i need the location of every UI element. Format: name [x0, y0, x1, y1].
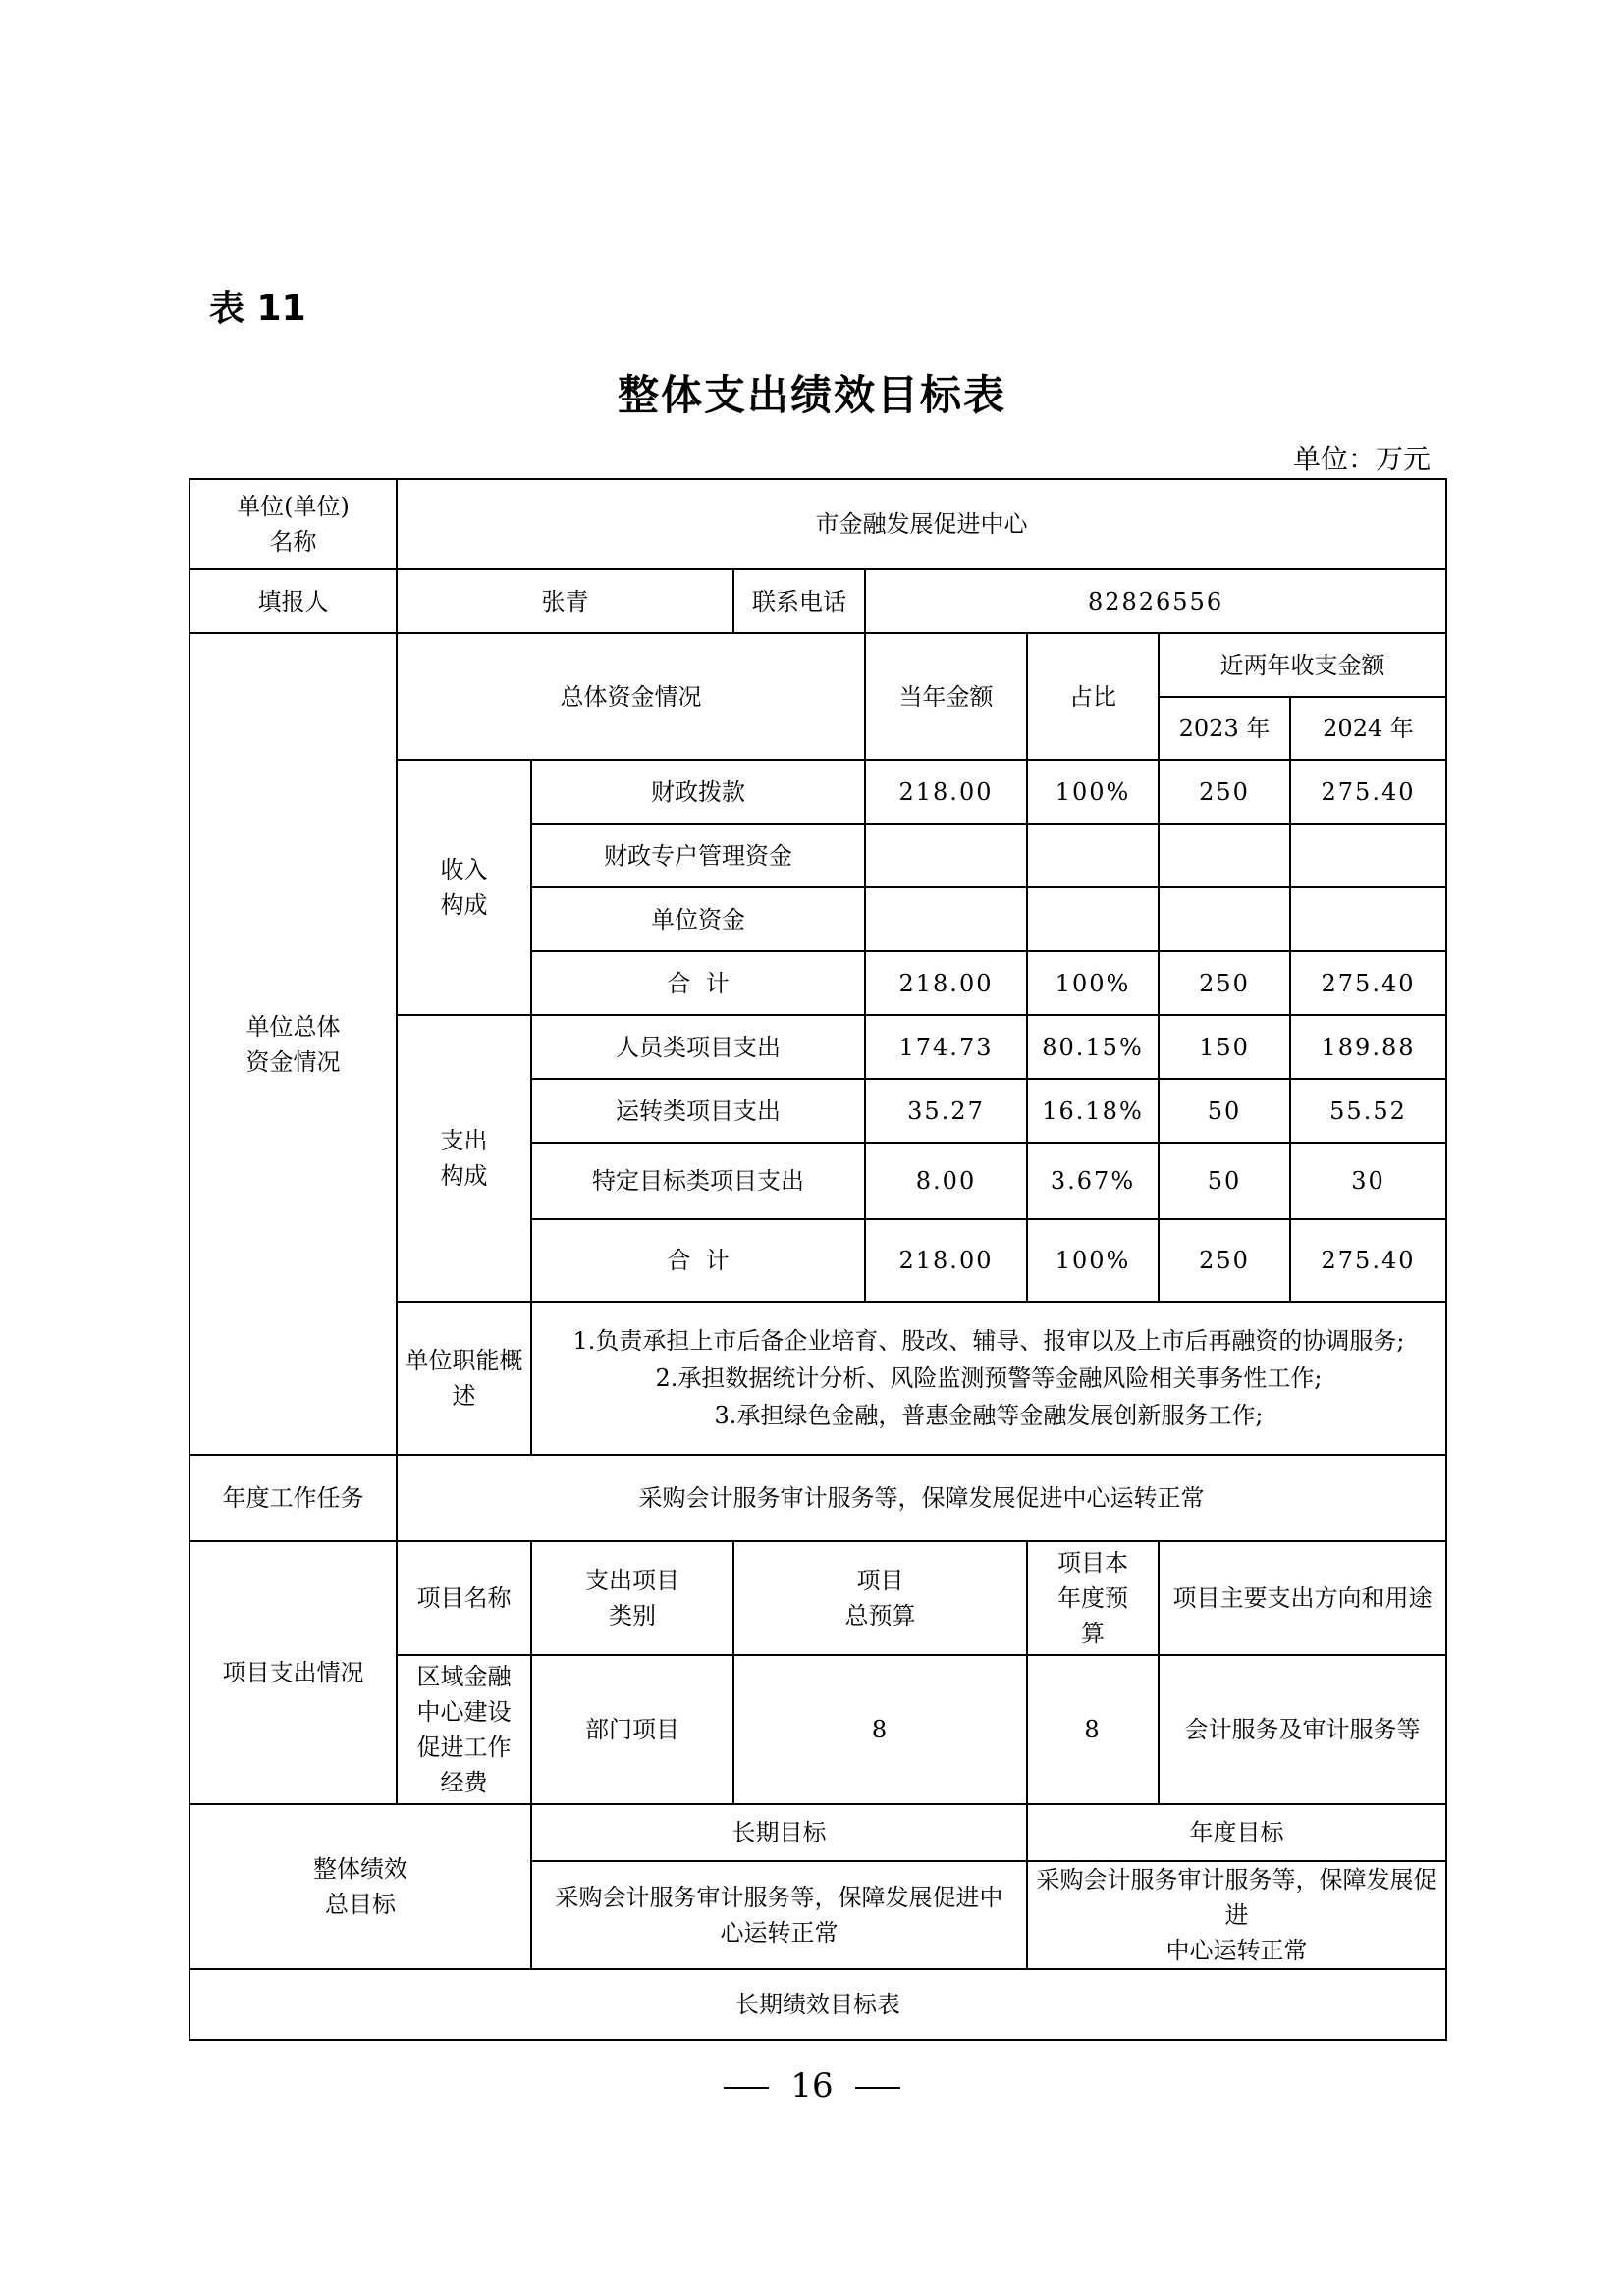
phone-value: 82826556: [865, 569, 1446, 633]
expense-2024: 30: [1290, 1143, 1446, 1219]
reporter-label: 填报人: [189, 569, 397, 633]
dash-left: [724, 2087, 769, 2089]
expense-2023: 250: [1159, 1219, 1290, 1302]
long-term-table-row: [189, 1969, 1446, 2040]
expense-ratio: 100%: [1027, 1219, 1159, 1302]
expense-item-name: 特定目标类项目支出: [531, 1143, 865, 1219]
income-item-name: 财政专户管理资金: [531, 824, 865, 887]
expense-ratio: 80.15%: [1027, 1015, 1159, 1079]
project-usage-header: 项目主要支出方向和用途: [1159, 1541, 1446, 1655]
project-category-header: 支出项目 类别: [531, 1541, 733, 1655]
reporter-value: 张青: [397, 569, 733, 633]
project-usage: 会计服务及审计服务等: [1159, 1655, 1446, 1804]
expense-2024: 55.52: [1290, 1079, 1446, 1143]
income-label: 收入 构成: [397, 760, 531, 1015]
page-title: 整体支出绩效目标表: [617, 371, 1006, 419]
annual-goal-text: 采购会计服务审计服务等，保障发展促进 中心运转正常: [1027, 1861, 1446, 1969]
function-line: 1.负责承担上市后备企业培育、股改、辅导、报审以及上市后再融资的协调服务;: [572, 1327, 1405, 1355]
project-category: 部门项目: [531, 1655, 733, 1804]
unit-name-label: 单位(单位) 名称: [189, 479, 397, 569]
functions-label: 单位职能概述: [397, 1302, 531, 1455]
income-ratio: [1027, 824, 1159, 887]
project-name-header: 项目名称: [397, 1541, 531, 1655]
table-number: 表 11: [209, 289, 306, 329]
income-ratio: 100%: [1027, 760, 1159, 824]
income-current: [865, 824, 1027, 887]
goals-header-row: [189, 1804, 1446, 1861]
year-2023-header: 2023 年: [1159, 697, 1290, 760]
project-total: 8: [733, 1655, 1027, 1804]
function-line: 2.承担数据统计分析、风险监测预警等金融风险相关事务性工作;: [655, 1364, 1323, 1392]
current-amount-header: 当年金额: [865, 633, 1027, 760]
expense-current: 218.00: [865, 1219, 1027, 1302]
unit-note: 单位：万元: [1292, 443, 1431, 475]
income-current: 218.00: [865, 760, 1027, 824]
expense-2023: 50: [1159, 1079, 1290, 1143]
income-2024: 275.40: [1290, 760, 1446, 824]
income-item-name: 财政拨款: [531, 760, 865, 824]
funding-header-row: [189, 633, 1446, 697]
expense-current: 8.00: [865, 1143, 1027, 1219]
ratio-header: 占比: [1027, 633, 1159, 760]
income-2024: [1290, 824, 1446, 887]
year-2024-header: 2024 年: [1290, 697, 1446, 760]
expense-item-name: 人员类项目支出: [531, 1015, 865, 1079]
annual-goal-header: 年度目标: [1027, 1804, 1446, 1861]
income-current: 218.00: [865, 951, 1027, 1015]
performance-table: [189, 478, 1447, 2041]
project-total-header: 项目 总预算: [733, 1541, 1027, 1655]
income-2024: [1290, 887, 1446, 951]
contact-row: [189, 569, 1446, 633]
page-number-value: 16: [790, 2066, 834, 2106]
long-term-goal-header: 长期目标: [531, 1804, 1027, 1861]
dash-right: [855, 2087, 900, 2089]
income-2023: 250: [1159, 951, 1290, 1015]
income-ratio: [1027, 887, 1159, 951]
annual-task-label: 年度工作任务: [189, 1455, 397, 1541]
income-2023: [1159, 824, 1290, 887]
unit-name-row: [189, 479, 1446, 569]
annual-task-value: 采购会计服务审计服务等，保障发展促进中心运转正常: [397, 1455, 1446, 1541]
income-2024: 275.40: [1290, 951, 1446, 1015]
expense-ratio: 3.67%: [1027, 1143, 1159, 1219]
expense-2023: 150: [1159, 1015, 1290, 1079]
recent-years-header: 近两年收支金额: [1159, 633, 1446, 697]
income-2023: [1159, 887, 1290, 951]
page-number: [0, 2066, 1624, 2106]
income-current: [865, 887, 1027, 951]
expense-2024: 275.40: [1290, 1219, 1446, 1302]
project-name: 区域金融 中心建设 促进工作 经费: [397, 1655, 531, 1804]
income-item-name: 单位资金: [531, 887, 865, 951]
overall-funding-header: 总体资金情况: [397, 633, 865, 760]
funding-section-label: 单位总体 资金情况: [189, 633, 397, 1455]
expense-current: 174.73: [865, 1015, 1027, 1079]
unit-name-value: 市金融发展促进中心: [397, 479, 1446, 569]
expense-ratio: 16.18%: [1027, 1079, 1159, 1143]
goals-label: 整体绩效 总目标: [189, 1804, 531, 1969]
expense-2024: 189.88: [1290, 1015, 1446, 1079]
project-annual: 8: [1027, 1655, 1159, 1804]
income-2023: 250: [1159, 760, 1290, 824]
income-ratio: 100%: [1027, 951, 1159, 1015]
phone-label: 联系电话: [733, 569, 865, 633]
function-line: 3.承担绿色金融，普惠金融等金融发展创新服务工作;: [714, 1402, 1264, 1429]
functions-text: [531, 1302, 1446, 1455]
annual-task-row: [189, 1455, 1446, 1541]
expense-item-name: 运转类项目支出: [531, 1079, 865, 1143]
project-annual-header: 项目本 年度预 算: [1027, 1541, 1159, 1655]
long-term-table-label: 长期绩效目标表: [189, 1969, 1446, 2040]
expense-total-label: 合 计: [531, 1219, 865, 1302]
projects-label: 项目支出情况: [189, 1541, 397, 1804]
income-total-label: 合 计: [531, 951, 865, 1015]
projects-header-row: [189, 1541, 1446, 1655]
expense-2023: 50: [1159, 1143, 1290, 1219]
expense-label: 支出 构成: [397, 1015, 531, 1302]
expense-current: 35.27: [865, 1079, 1027, 1143]
long-term-goal-text: 采购会计服务审计服务等，保障发展促进中 心运转正常: [531, 1861, 1027, 1969]
